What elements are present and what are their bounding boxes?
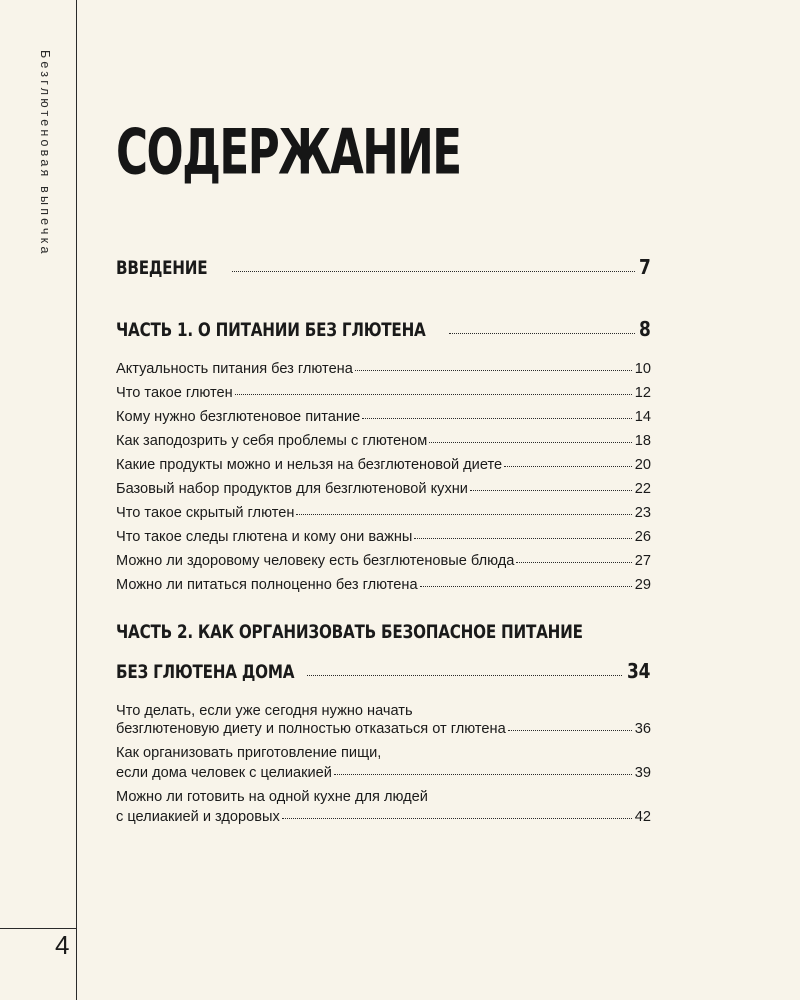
toc-entry-part2[interactable] bbox=[116, 659, 652, 683]
toc-item-title: с целиакией и здоровых bbox=[116, 809, 280, 825]
toc-item-title: Актуальность питания без глютена bbox=[116, 361, 353, 377]
dot-leader bbox=[355, 370, 632, 371]
toc-item-page: 12 bbox=[634, 385, 651, 401]
dot-leader bbox=[414, 538, 631, 539]
toc-entry-part2-title-line1[interactable]: ЧАСТЬ 2. КАК ОРГАНИЗОВАТЬ БЕЗОПАСНОЕ ПИТАНИЕ bbox=[116, 621, 583, 643]
toc-item-page: 29 bbox=[634, 577, 651, 593]
toc-entry-title: ВВЕДЕНИЕ bbox=[116, 257, 208, 279]
dot-leader bbox=[516, 562, 631, 563]
toc-item-page: 36 bbox=[634, 721, 651, 737]
toc-item-page: 39 bbox=[634, 765, 651, 781]
toc-item[interactable] bbox=[116, 809, 651, 825]
dot-leader bbox=[282, 818, 632, 819]
margin-rule bbox=[76, 0, 77, 1000]
toc-item-title: безглютеновую диету и полностью отказаться от глютена bbox=[116, 721, 506, 737]
toc-entry-title: БЕЗ ГЛЮТЕНА ДОМА bbox=[116, 661, 295, 683]
toc-item[interactable] bbox=[116, 385, 651, 401]
toc-entry-title: ЧАСТЬ 1. О ПИТАНИИ БЕЗ ГЛЮТЕНА bbox=[116, 319, 426, 341]
dot-leader bbox=[429, 442, 631, 443]
dot-leader bbox=[470, 490, 632, 491]
toc-item-page: 20 bbox=[634, 457, 651, 473]
toc-item-page: 18 bbox=[634, 433, 651, 449]
toc-entry-page: 34 bbox=[626, 659, 650, 683]
dot-leader bbox=[334, 774, 632, 775]
toc-item-title: Кому нужно безглютеновое питание bbox=[116, 409, 361, 425]
page-number: 4 bbox=[55, 930, 70, 960]
toc-item-page: 14 bbox=[634, 409, 651, 425]
toc-item-title: Что такое следы глютена и кому они важны bbox=[116, 529, 413, 545]
toc-item-title: Что такое скрытый глютен bbox=[116, 505, 295, 521]
toc-entry-page: 8 bbox=[639, 317, 651, 341]
toc-item-title: Какие продукты можно и нельзя на безглютеновой диете bbox=[116, 457, 503, 473]
toc-item[interactable] bbox=[116, 577, 651, 593]
toc-item[interactable] bbox=[116, 765, 651, 781]
toc-item-line1[interactable]: Что делать, если уже сегодня нужно начать bbox=[116, 703, 413, 719]
toc-item[interactable] bbox=[116, 433, 651, 449]
toc-item-title: Что такое глютен bbox=[116, 385, 233, 401]
toc-item-title: Как заподозрить у себя проблемы с глютеном bbox=[116, 433, 428, 449]
dot-leader bbox=[232, 271, 635, 272]
page-title: СОДЕРЖАНИЕ bbox=[116, 116, 461, 190]
dot-leader bbox=[307, 675, 622, 676]
toc-item[interactable] bbox=[116, 529, 651, 545]
dot-leader bbox=[362, 418, 632, 419]
running-head: Безглютеновая выпечка bbox=[38, 50, 52, 257]
toc-item-line1[interactable]: Можно ли готовить на одной кухне для людей bbox=[116, 789, 428, 805]
toc-item[interactable] bbox=[116, 361, 651, 377]
toc-item-title: Можно ли здоровому человеку есть безглютеновые блюда bbox=[116, 553, 515, 569]
page-number-rule bbox=[0, 928, 77, 929]
toc-item-page: 23 bbox=[634, 505, 651, 521]
dot-leader bbox=[296, 514, 631, 515]
dot-leader bbox=[504, 466, 632, 467]
toc-item-page: 42 bbox=[634, 809, 651, 825]
toc-item[interactable] bbox=[116, 505, 651, 521]
toc-item[interactable] bbox=[116, 409, 651, 425]
dot-leader bbox=[508, 730, 632, 731]
toc-item-title: если дома человек с целиакией bbox=[116, 765, 332, 781]
toc-item[interactable] bbox=[116, 553, 651, 569]
toc-entry-intro[interactable] bbox=[116, 255, 652, 279]
toc-item-page: 10 bbox=[634, 361, 651, 377]
toc-item[interactable] bbox=[116, 481, 651, 497]
dot-leader bbox=[420, 586, 632, 587]
dot-leader bbox=[235, 394, 632, 395]
toc-item-page: 27 bbox=[634, 553, 651, 569]
toc-item[interactable] bbox=[116, 457, 651, 473]
toc-item-page: 22 bbox=[634, 481, 651, 497]
dot-leader bbox=[449, 333, 635, 334]
toc-entry-part1[interactable] bbox=[116, 317, 652, 341]
toc-entry-page: 7 bbox=[639, 255, 651, 279]
toc-item-page: 26 bbox=[634, 529, 651, 545]
toc-item-title: Базовый набор продуктов для безглютеновой кухни bbox=[116, 481, 468, 497]
toc-item-line1[interactable]: Как организовать приготовление пищи, bbox=[116, 745, 382, 761]
toc-item-title: Можно ли питаться полноценно без глютена bbox=[116, 577, 418, 593]
toc-item[interactable] bbox=[116, 721, 651, 737]
